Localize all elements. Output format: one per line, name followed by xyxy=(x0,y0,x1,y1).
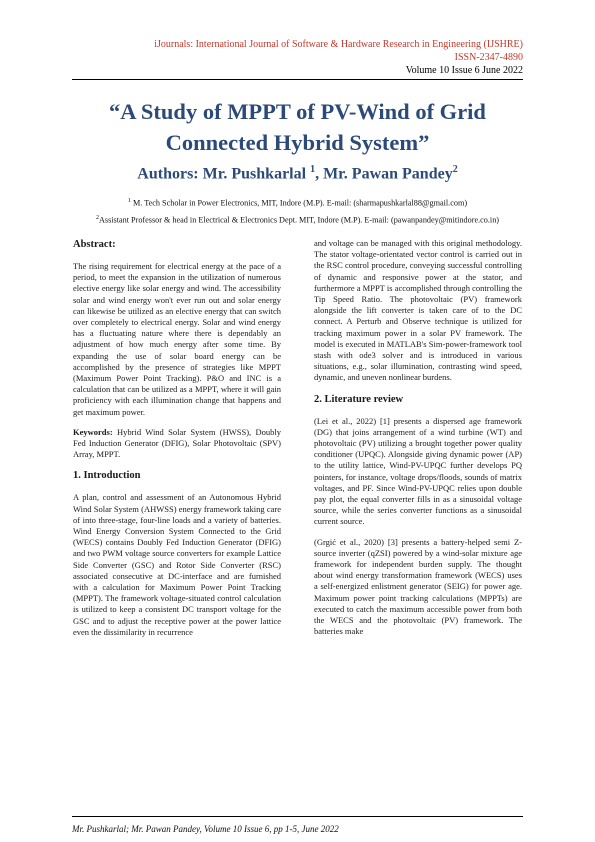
right-column xyxy=(314,238,522,647)
intro-continued-text: and voltage can be managed with this original methodology. The stator voltage-orientated vector control is carried out in the RSC control procedure, conveying successful controlling of dynamic and responsive power at the stator, and furthermore a MPPT is accomplished through controlling the Tip Speed Ratio. The photovoltaic (PV) framework alongside the lift converter is taken care of to the DC connect. A Perturb and Observe technique is utilized for tracking maximum power in a solar PV framework. The model is executed in MATLAB's Sim-power-framework tool stash with ode3 solver and is introduced in various situations, e.g., solar illumination, contrasting wind speed, dynamic, and uneven nonlinear burdens. xyxy=(314,238,522,383)
affiliation-2-sup: 2 xyxy=(95,215,99,221)
abstract-text: The rising requirement for electrical energy at the pace of a period, to meet the expansion in the utilization of numerous elective energy like solar energy and wind. The accessibility solar and wind energy won't ever run out and solar energy can likewise be utilized as an elective energy that can switch over completely to electrical energy. Solar and wind energy has a fluctuating nature where there is dependably an adjustment of how much energy after some time. By expanding the use of solar board energy can be accomplished by the presence of strategies like MPPT (Maximum Power Point Tracking). P&O and INC is a calculation that can be utilized as a MPPT, where it will gain proficiency with each illumination change that happens and get maximum power. xyxy=(73,261,281,417)
volume-issue: Volume 10 Issue 6 June 2022 xyxy=(405,65,523,76)
author-1-sup: 1 xyxy=(310,164,316,175)
affiliation-2 xyxy=(60,213,535,226)
left-column xyxy=(73,238,281,647)
keywords xyxy=(73,427,281,461)
affiliation-1-sup: 1 xyxy=(127,198,131,204)
affiliation-1-text: M. Tech Scholar in Power Electronics, MIT, Indore (M.P). E-mail: (sharmapushkarlal88@gmail.com) xyxy=(130,198,468,208)
author-1: Mr. Pushkarlal xyxy=(202,165,311,183)
keywords-label: Keywords: xyxy=(73,426,117,437)
footer-rule xyxy=(72,816,523,817)
issn: ISSN-2347-4890 xyxy=(454,52,523,63)
authors-line xyxy=(60,160,535,184)
page-footer: Mr. Pushkarlal; Mr. Pawan Pandey, Volume 10 Issue 6, pp 1-5, June 2022 xyxy=(72,824,339,834)
literature-heading: 2. Literature review xyxy=(314,393,404,405)
paper-title: “A Study of MPPT of PV-Wind of Grid Connected Hybrid System” xyxy=(109,99,486,155)
literature-paragraph-1: (Lei et al., 2022) [1] presents a dispersed age framework (DG) that joins arrangement of a wind turbine (WT) and photovoltaic (PV) utilizing a brought together power quality conditioner (UPQC). Alongside giving dynamic power (AP) to the utility lattice, Wind-PV-UPQC further develops PQ pointers, for instance, voltage drops/floods, sounds of matrix voltages, and PF. Since Wind-PV-UPQC relies upon double pay plot, the equal converter fills in as a sinusoidal voltage source, while the series converter functions as a sinusoidal current source. xyxy=(314,415,522,527)
author-2: Mr. Pawan Pandey xyxy=(323,165,453,183)
intro-heading: 1. Introduction xyxy=(73,470,141,482)
journal-header xyxy=(154,38,523,77)
authors-prefix: Authors: xyxy=(137,165,203,183)
affiliation-1 xyxy=(60,196,535,209)
header-rule xyxy=(72,79,523,80)
author-separator: , xyxy=(315,165,324,183)
keywords-text: Hybrid Wind Solar System (HWSS), Doubly Fed Induction Generator (DFIG), Solar Photovoltaic (SPV) Array, MPPT. xyxy=(73,426,281,460)
literature-paragraph-2: (Grgić et al., 2020) [3] presents a battery-helped semi Z-source inverter (qZSI) powered by a wind-solar mixture age framework for independent burden supply. The thought about wind energy transformation framework (WECS) uses a self-energized enlistment generator (SEIG) for power age. Maximum power point tracking calculations (MPPTs) are executed to catch the maximum accessible power from both the WECS and the photovoltaic (PV) framework. The batteries make xyxy=(314,536,522,637)
affiliation-2-text: Assistant Professor & head in Electrical & Electronics Dept. MIT, Indore (M.P). E-mail: (pawanpandey@mitindore.co.in) xyxy=(98,215,500,225)
intro-text: A plan, control and assessment of an Autonomous Hybrid Wind Solar System (AHWSS) energy framework taking care of into three-stage, four-line loads and a variety of batteries. Wind Energy Conversion System Connected to the Grid (WECS) contains Doubly Fed Induction Generator (DFIG) and two PWM voltage source converters for example Lattice Side Converter (GSC) and Rotor Side Converter (RSC) associated consecutive at DC-interface and are furnished with a calculation for Maximum Power Point Tracking (MPPT). The framework voltage-situated control calculation is utilized to keep a consistent DC transport voltage for the GSC and to adjust the receptive power at the power lattice even the dissimilarity in recurrence xyxy=(73,492,281,637)
abstract-heading: Abstract: xyxy=(73,239,116,250)
author-2-sup: 2 xyxy=(452,164,458,175)
journal-name: iJournals: International Journal of Software & Hardware Research in Engineering (IJSHRE) xyxy=(154,39,523,50)
